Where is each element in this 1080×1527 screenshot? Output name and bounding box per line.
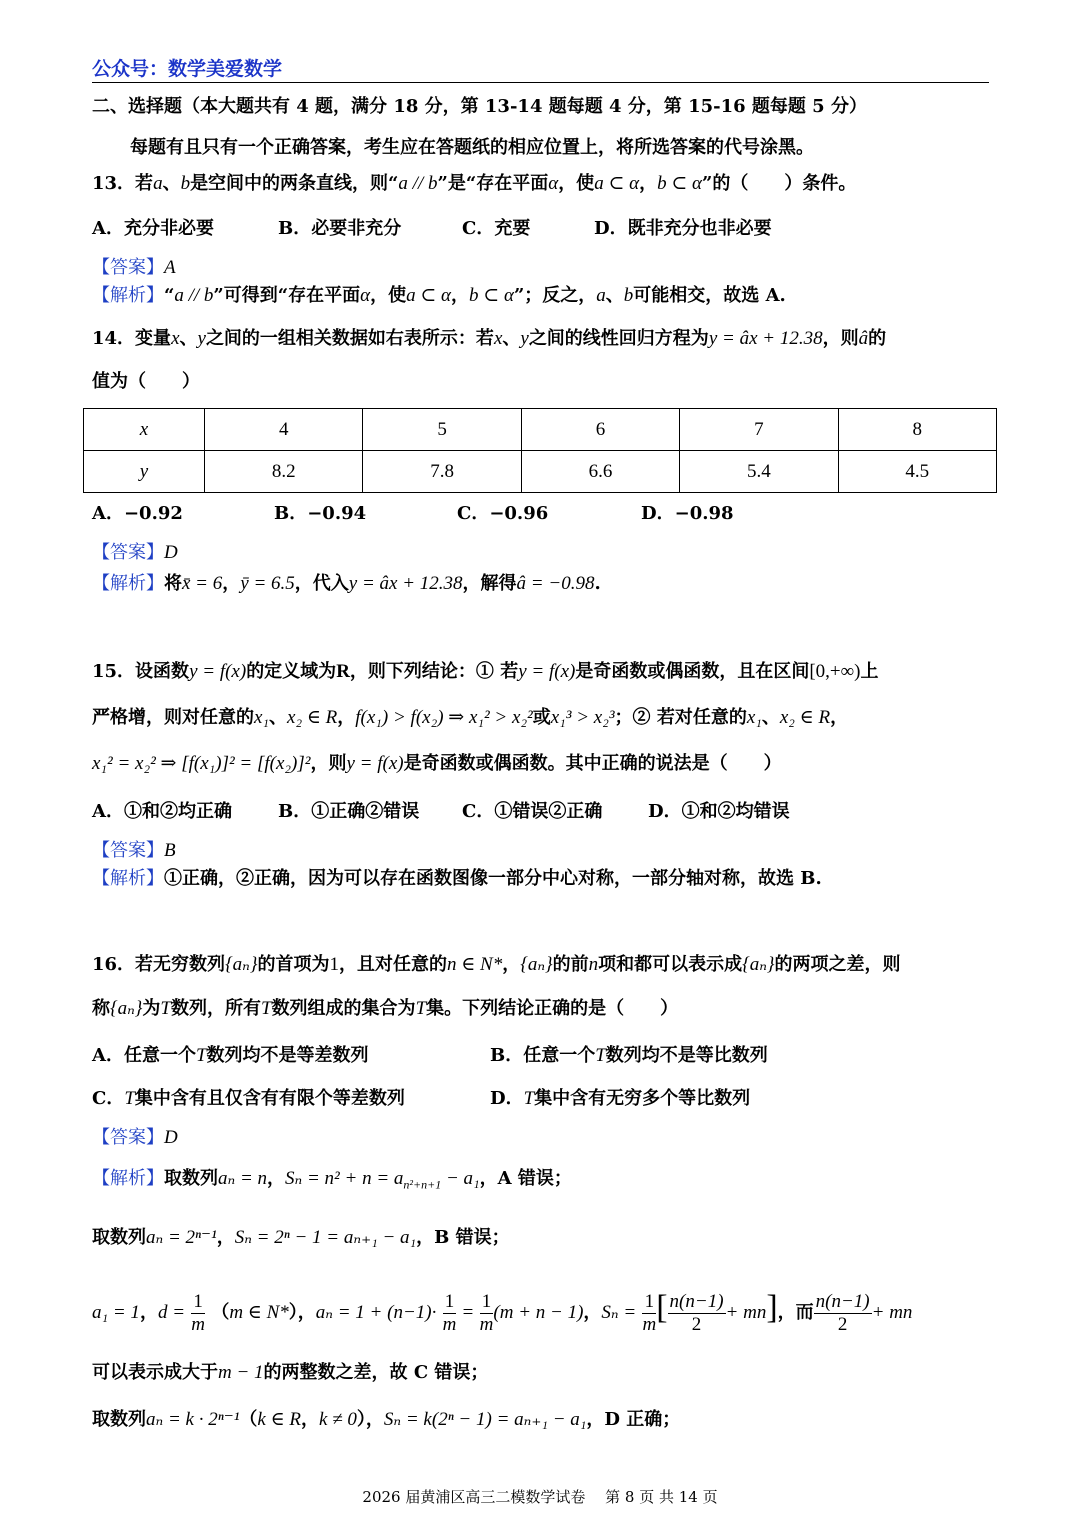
q14-stem-line2: 值为（ ） [92, 371, 200, 392]
q16-option-b: B．任意一个T数列均不是等比数列 [490, 1045, 768, 1066]
table-cell: 4 [205, 409, 363, 451]
q16-line2: 称{aₙ}为T数列，所有T数列组成的集合为T集。下列结论正确的是（ ） [92, 998, 679, 1019]
table-cell: 8.2 [205, 451, 363, 493]
page-footer: 2026 届黄浦区高三二模数学试卷 第 8 页 共 14 页 [362, 1488, 718, 1506]
table-row [84, 451, 997, 493]
table-cell: 7 [680, 409, 838, 451]
q15-line2: 严格增，则对任意的x₁、x₂ ∈ R，f(x₁) > f(x₂) ⇒ x₁² > x₂²或x₁³ > x₂³；② 若对任意的x₁、x₂ ∈ R， [92, 707, 849, 728]
table-cell: 8 [838, 409, 996, 451]
q16-analysis-3: a₁ = 1，d = $\frac{1}{m}$ （m ∈ N*），aₙ = 1 + (n−1)· $\frac{1}{m}$ = $\frac{1}{m}$ (m + n − 1)，Sₙ = $\frac{1}{m}$ [ $\frac{n(n-1)}{2}$ + mn]，而 $\frac{n(n-1)}{2}$ + mn [92, 1289, 913, 1335]
q13-option-a: A．充分非必要 [92, 218, 214, 239]
q16-analysis-1: 【解析】取数列aₙ = n，$S_n = n^2 + n = a_{n^2+n+1} - a_1$，A 错误； [92, 1168, 572, 1192]
q15-option-c: C．①错误②正确 [462, 801, 603, 822]
q15-line1: 15．设函数y = f(x)的定义域为R，则下列结论：① 若y = f(x)是奇函数或偶函数，且在区间[0,+∞)上 [92, 661, 879, 682]
section-heading: 二、选择题（本大题共有 4 题，满分 18 分，第 13-14 题每题 4 分，第 15-16 题每题 5 分） [92, 96, 867, 117]
fraction: $\frac{1}{m}$ [642, 1290, 657, 1335]
fraction: $\frac{1}{m}$ [191, 1290, 206, 1335]
q13-option-c: C．充要 [462, 218, 531, 239]
q14-option-a: A．−0.92 [92, 503, 183, 524]
q14-option-b: B．−0.94 [274, 503, 367, 524]
q13-analysis: 【解析】“a // b”可得到“存在平面α，使a ⊂ α，b ⊂ α”；反之，a、b可能相交，故选 A. [92, 285, 786, 306]
fraction: $\frac{n(n-1)}{2}$ [669, 1290, 724, 1335]
header-divider [92, 82, 989, 83]
table-cell: 6.6 [521, 451, 679, 493]
q15-analysis: 【解析】①正确，②正确，因为可以存在函数图像一部分中心对称，一部分轴对称，故选 B. [92, 868, 822, 889]
q16-line1: 16．若无穷数列{aₙ}的首项为1，且对任意的n ∈ N*，{aₙ}的前n项和都可以表示成{aₙ}的两项之差，则 [92, 954, 901, 975]
header-title: 公众号：数学美爱数学 [92, 58, 283, 80]
table-header-y: y [84, 451, 205, 493]
q14-option-d: D．−0.98 [641, 503, 734, 524]
q13-option-d: D．既非充分也非必要 [594, 218, 772, 239]
q15-answer: 【答案】B [92, 840, 176, 861]
q16-analysis-4: 可以表示成大于m − 1的两整数之差，故 C 错误； [92, 1362, 489, 1383]
q14-data-table [83, 408, 997, 493]
q15-option-d: D．①和②均错误 [648, 801, 790, 822]
fraction: $\frac{1}{m}$ [442, 1290, 457, 1335]
table-row [84, 409, 997, 451]
q16-option-d: D．T集中含有无穷多个等比数列 [490, 1088, 751, 1109]
q14-stem-line1: 14．变量x、y之间的一组相关数据如右表所示：若x、y之间的线性回归方程为y = âx + 12.38，则â的 [92, 328, 887, 349]
section-instruction: 每题有且只有一个正确答案，考生应在答题纸的相应位置上，将所选答案的代号涂黑。 [130, 137, 814, 158]
q13-option-b: B．必要非充分 [278, 218, 402, 239]
q15-option-a: A．①和②均正确 [92, 801, 232, 822]
table-cell: 7.8 [363, 451, 521, 493]
q16-option-a: A．任意一个T数列均不是等差数列 [92, 1045, 369, 1066]
q13-stem: 13．若a、b是空间中的两条直线，则“a // b”是“存在平面α，使a ⊂ α，b ⊂ α”的（ ）条件。 [92, 173, 857, 194]
table-header-x: x [84, 409, 205, 451]
q15-option-b: B．①正确②错误 [278, 801, 420, 822]
q16-option-c: C．T集中含有且仅含有有限个等差数列 [92, 1088, 405, 1109]
q13-answer: 【答案】A [92, 257, 176, 278]
table-cell: 5 [363, 409, 521, 451]
table-cell: 5.4 [680, 451, 838, 493]
q16-analysis-5: 取数列aₙ = k · 2ⁿ⁻¹（k ∈ R，k ≠ 0），Sₙ = k(2ⁿ − 1) = aₙ₊₁ − a₁，D 正确； [92, 1409, 681, 1430]
q15-line3: x₁² = x₂² ⇒ [f(x₁)]² = [f(x₂)]²，则y = f(x)是奇函数或偶函数。其中正确的说法是（ ） [92, 753, 782, 774]
q14-answer: 【答案】D [92, 542, 178, 563]
fraction: $\frac{1}{m}$ [479, 1290, 494, 1335]
q16-analysis-2: 取数列aₙ = 2ⁿ⁻¹，Sₙ = 2ⁿ − 1 = aₙ₊₁ − a₁，B 错误； [92, 1227, 510, 1248]
q14-option-c: C．−0.96 [457, 503, 549, 524]
fraction: $\frac{n(n-1)}{2}$ [815, 1290, 870, 1335]
q14-analysis: 【解析】将x̄ = 6，ȳ = 6.5，代入y = âx + 12.38，解得â = −0.98. [92, 573, 601, 594]
table-cell: 6 [521, 409, 679, 451]
q16-answer: 【答案】D [92, 1127, 178, 1148]
table-cell: 4.5 [838, 451, 996, 493]
